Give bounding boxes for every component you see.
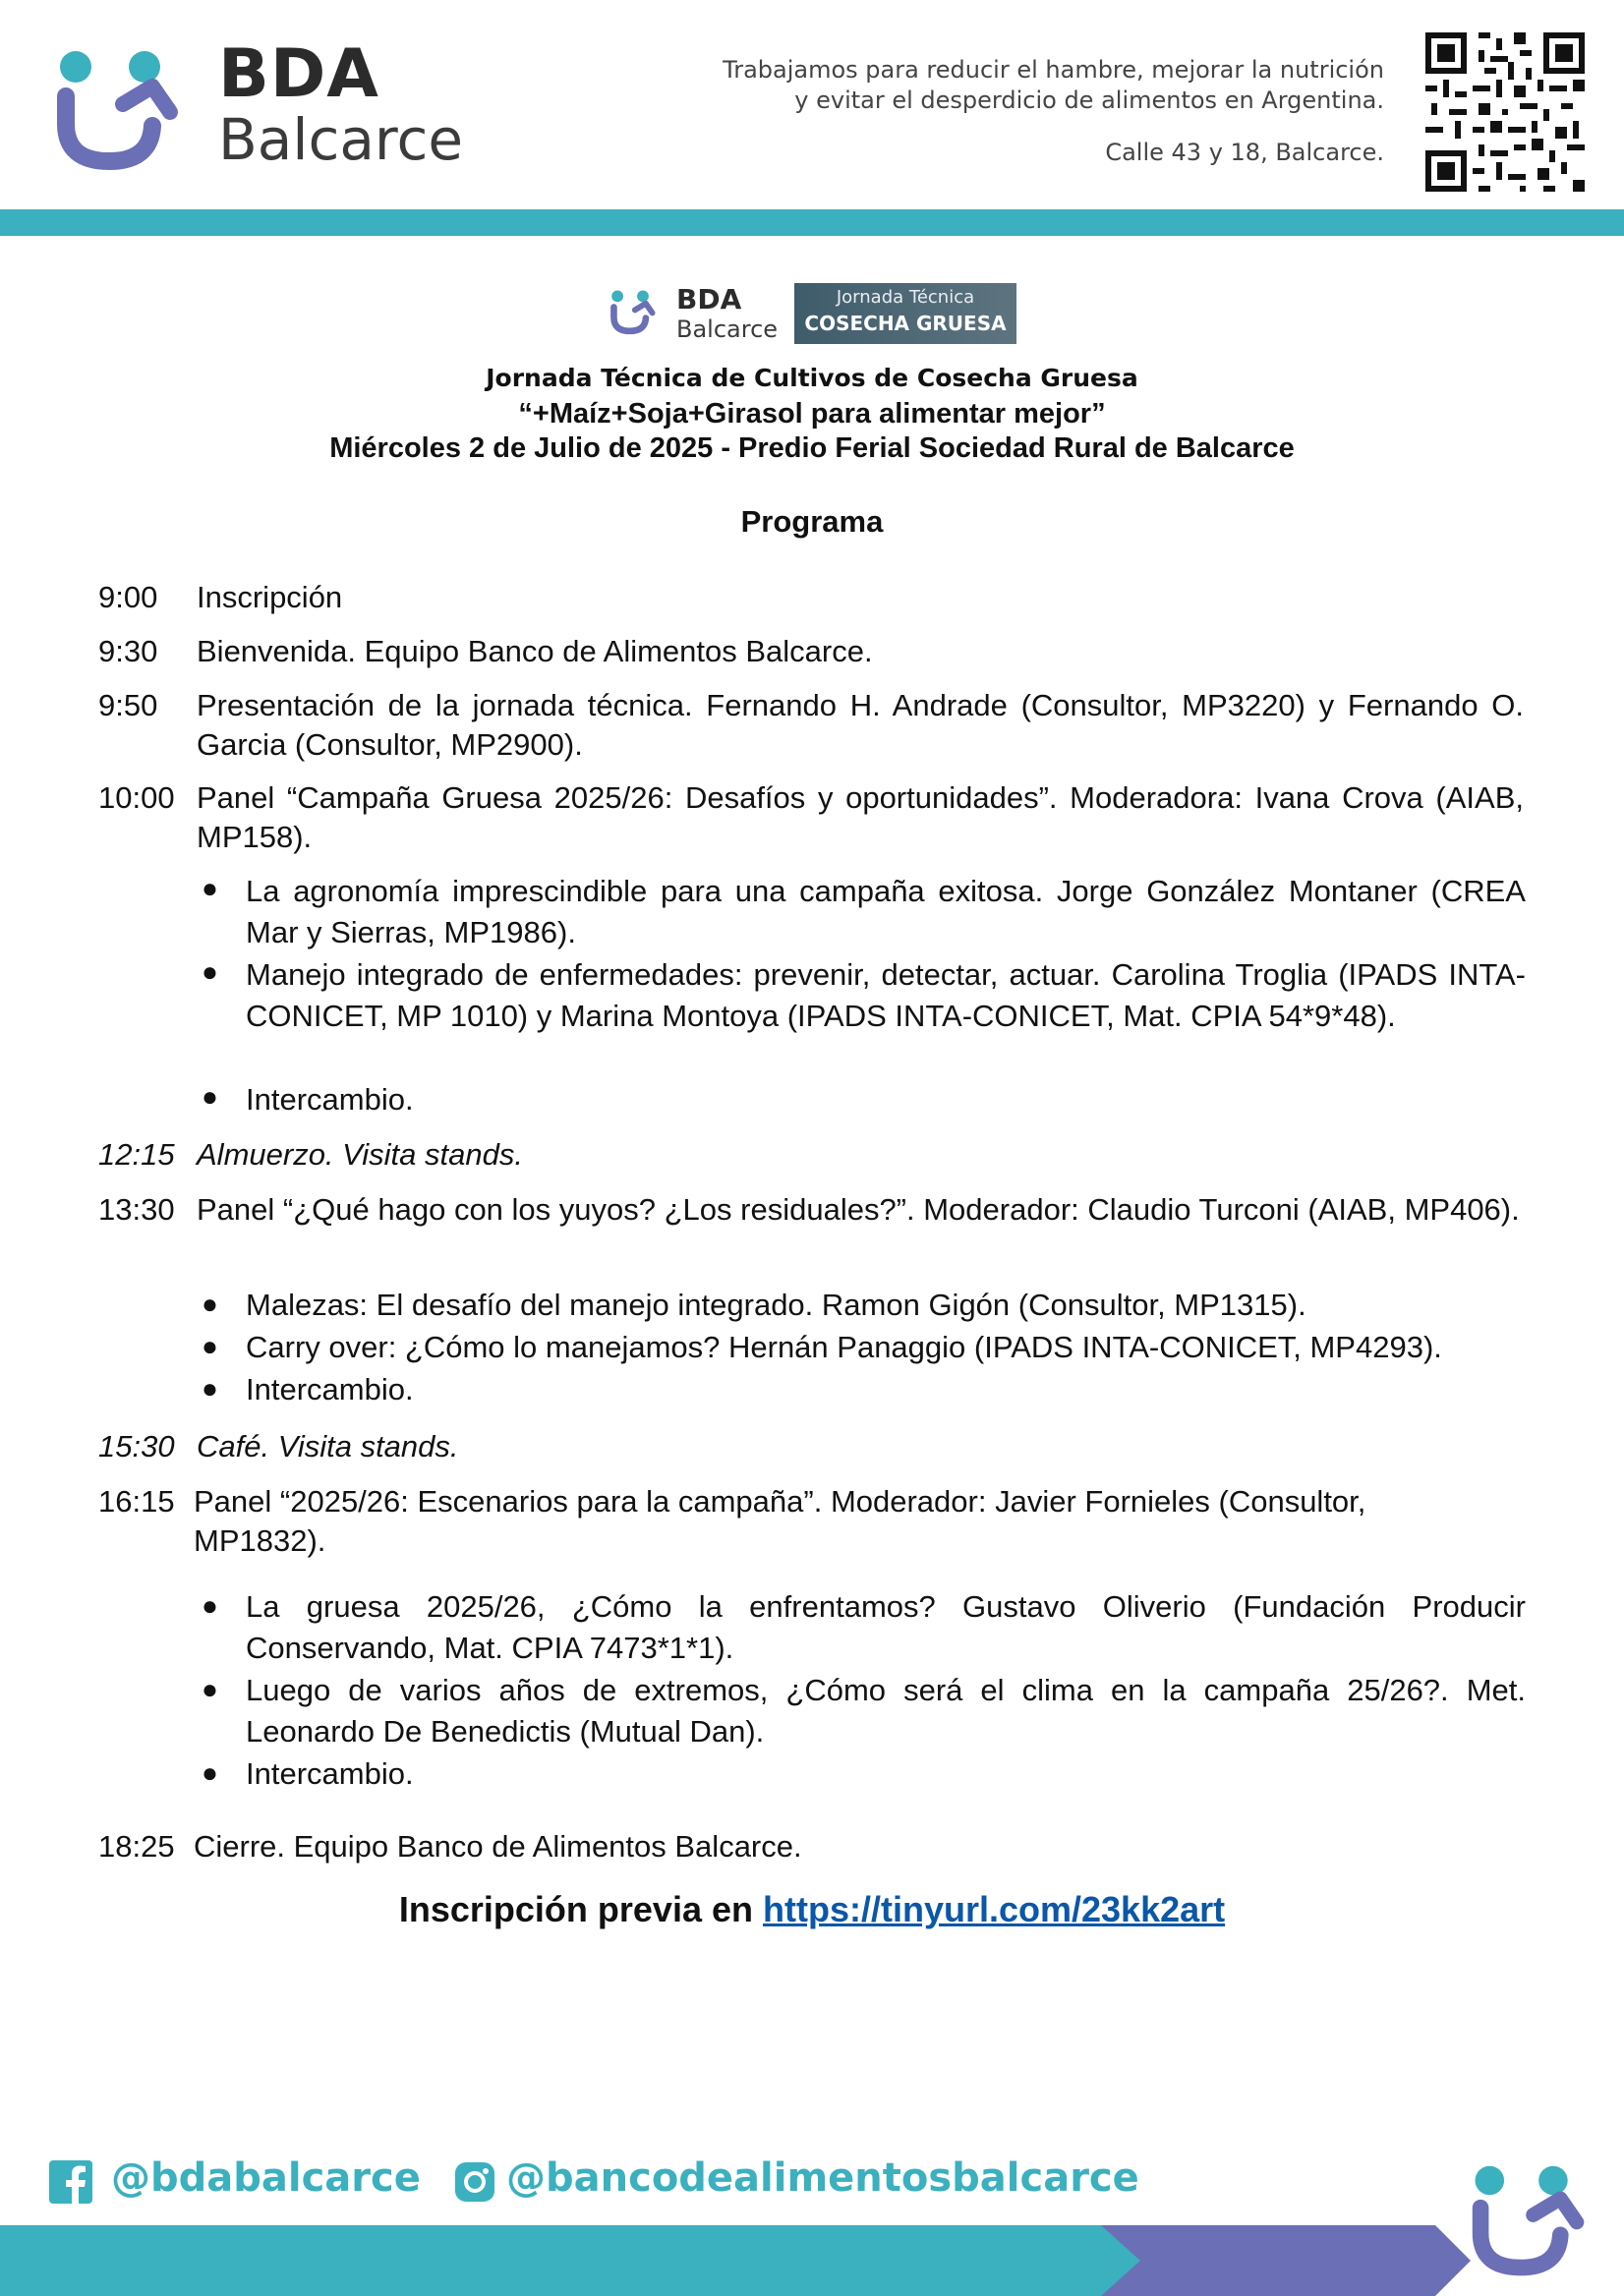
schedule-time: 13:30 (98, 1192, 175, 1227)
event-badge (606, 283, 1016, 344)
schedule-time: 9:30 (98, 634, 158, 668)
instagram-icon[interactable] (453, 2160, 496, 2204)
event-title: Jornada Técnica de Cultivos de Cosecha Gruesa (486, 364, 1138, 392)
badge-bda-text: BDA (676, 283, 742, 316)
registration-prefix: Inscripción previa en (398, 1889, 753, 1929)
schedule-text: Panel “Campaña Gruesa 2025/26: Desafíos y oportunidades”. Moderadora: Ivana Crova (AIAB, MP158). (197, 780, 1524, 854)
schedule-text: Cierre. Equipo Banco de Alimentos Balcarce. (194, 1829, 802, 1864)
schedule-text: Café. Visita stands. (197, 1429, 459, 1464)
panel-3-bullet-2: Luego de varios años de extremos, ¿Cómo será el clima en la campaña 25/26?. Met. Leonardo De Benedictis (Mutual Dan). (246, 1673, 1526, 1749)
schedule-text: Almuerzo. Visita stands. (197, 1137, 523, 1172)
bullet-icon: ● (202, 1373, 218, 1404)
bullet-icon: ● (202, 956, 218, 987)
bullet-icon: ● (202, 1757, 218, 1788)
logo-bda-text: BDA (218, 35, 379, 113)
schedule-time: 12:15 (98, 1137, 175, 1172)
header-divider (0, 209, 1624, 236)
tagline (696, 55, 1384, 116)
registration-line (0, 1889, 1624, 1930)
badge-line-1: Jornada Técnica (836, 287, 975, 308)
panel-3-bullet-1: La gruesa 2025/26, ¿Cómo la enfrentamos? Gustavo Oliverio (Fundación Producir Conservando, Mat. CPIA 7473*1*1). (246, 1589, 1526, 1665)
tagline-line-1: Trabajamos para reducir el hambre, mejorar la nutrición (723, 56, 1384, 84)
schedule-time: 18:25 (98, 1829, 175, 1864)
bullet-icon: ● (202, 1081, 218, 1112)
panel-2-bullet-1: Malezas: El desafío del manejo integrado. Ramon Gigón (Consultor, MP1315). (246, 1288, 1306, 1322)
facebook-handle[interactable]: @bdabalcarce (111, 2155, 421, 2201)
address: Calle 43 y 18, Balcarce. (1105, 139, 1384, 166)
bullet-icon: ● (202, 1289, 218, 1319)
schedule-time: 16:15 (98, 1484, 175, 1519)
panel-1-bullet-3: Intercambio. (246, 1082, 414, 1117)
bullet-icon: ● (202, 873, 218, 903)
footer-arrow-band (0, 2225, 1624, 2296)
schedule-text: Panel “2025/26: Escenarios para la campaña”. Moderador: Javier Fornieles (Consultor, MP1832). (194, 1484, 1366, 1558)
event-slogan: “+Maíz+Soja+Girasol para alimentar mejor” (518, 398, 1106, 430)
logo-balcarce-text: Balcarce (218, 106, 464, 173)
badge-logo-icon (609, 287, 657, 338)
badge-line-2: COSECHA GRUESA (804, 312, 1007, 335)
schedule-time: 9:00 (98, 580, 158, 614)
badge-balcarce-text: Balcarce (676, 316, 779, 343)
schedule-time: 10:00 (98, 780, 175, 815)
panel-1-bullet-1: La agronomía imprescindible para una campaña exitosa. Jorge González Montaner (CREA Mar y Sierras, MP1986). (246, 874, 1526, 949)
facebook-icon[interactable] (49, 2160, 92, 2204)
bullet-icon: ● (202, 1590, 218, 1621)
footer-logo-icon (1470, 2162, 1588, 2280)
bda-logo-icon (54, 47, 182, 175)
badge-dark-panel (794, 283, 1016, 344)
registration-link[interactable]: https://tinyurl.com/23kk2art (763, 1889, 1226, 1929)
panel-1-bullet-2: Manejo integrado de enfermedades: prevenir, detectar, actuar. Carolina Troglia (IPADS INTA-CONICET, MP 1010) y Marina Montoya (IPADS INTA-CONICET, Mat. CPIA 54*9*48). (246, 957, 1526, 1033)
program-heading: Programa (740, 504, 884, 539)
event-date-venue: Miércoles 2 de Julio de 2025 - Predio Ferial Sociedad Rural de Balcarce (329, 432, 1295, 464)
bullet-icon: ● (202, 1674, 218, 1704)
qr-code-icon (1425, 32, 1585, 192)
schedule-text: Presentación de la jornada técnica. Fernando H. Andrade (Consultor, MP3220) y Fernando O. Garcia (Consultor, MP2900). (197, 688, 1524, 762)
panel-2-bullet-2: Carry over: ¿Cómo lo manejamos? Hernán Panaggio (IPADS INTA-CONICET, MP4293). (246, 1330, 1442, 1364)
bullet-icon: ● (202, 1331, 218, 1361)
tagline-line-2: y evitar el desperdicio de alimentos en Argentina. (794, 86, 1384, 114)
panel-2-bullet-3: Intercambio. (246, 1372, 414, 1406)
schedule-time: 9:50 (98, 688, 158, 722)
panel-3-bullet-3: Intercambio. (246, 1756, 414, 1791)
schedule-text: Bienvenida. Equipo Banco de Alimentos Balcarce. (197, 634, 873, 668)
instagram-handle[interactable]: @bancodealimentosbalcarce (506, 2155, 1139, 2201)
schedule-time: 15:30 (98, 1429, 175, 1464)
schedule-text: Inscripción (197, 580, 343, 614)
schedule-text: Panel “¿Qué hago con los yuyos? ¿Los residuales?”. Moderador: Claudio Turconi (AIAB, MP406). (197, 1192, 1520, 1227)
